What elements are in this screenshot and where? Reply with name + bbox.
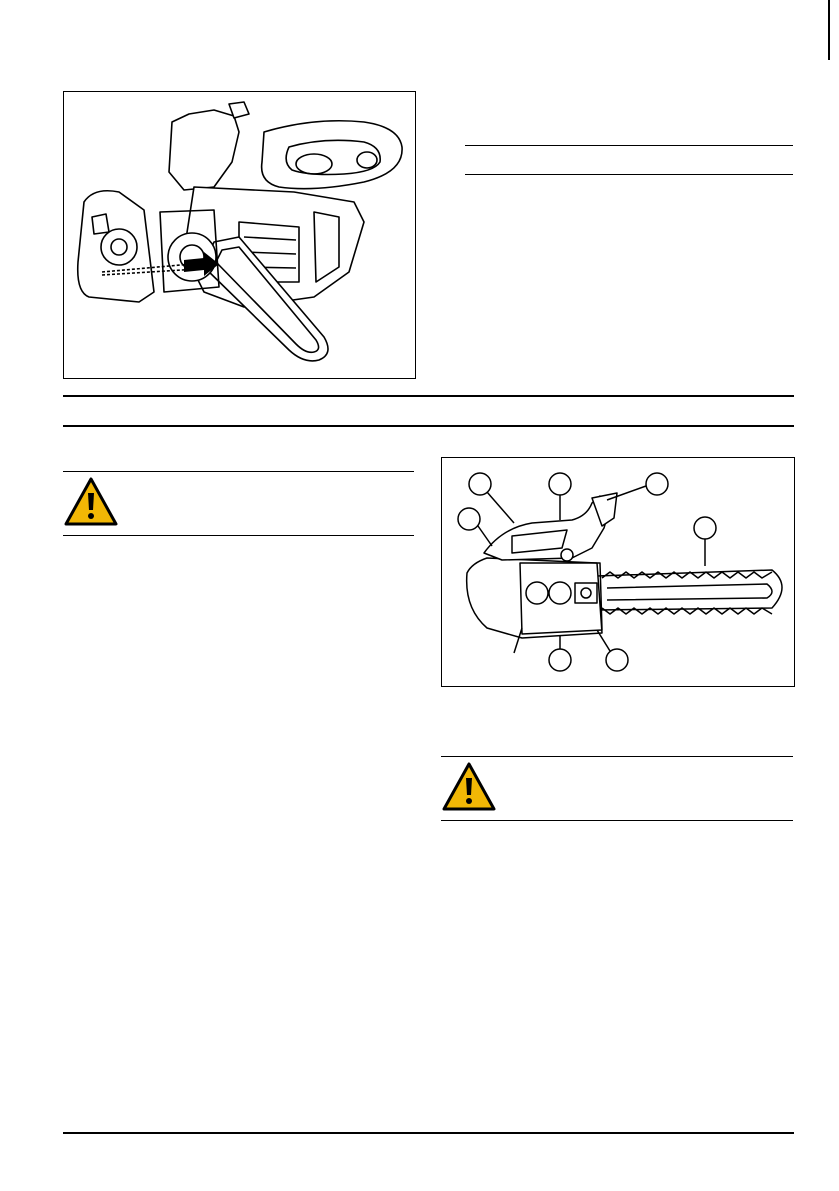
warning-right-top-rule (441, 756, 793, 757)
section-rule-top (63, 395, 794, 397)
crop-mark (828, 0, 830, 60)
figure-chainsaw-clutch-cover (63, 91, 416, 379)
rule-top-right-1 (465, 145, 793, 146)
warning-triangle-icon (63, 476, 119, 528)
warning-right-bottom-rule (441, 820, 793, 821)
rule-top-right-2 (465, 174, 793, 175)
warning-left-bottom-rule (63, 535, 414, 536)
warning-triangle-icon (441, 761, 497, 813)
chainsaw-side-illustration (442, 458, 794, 686)
figure-chainsaw-side-view (441, 457, 795, 687)
chainsaw-clutch-illustration (64, 92, 415, 378)
warning-left-top-rule (63, 471, 414, 472)
section-rule-bottom (63, 425, 794, 427)
footer-rule (63, 1132, 794, 1134)
